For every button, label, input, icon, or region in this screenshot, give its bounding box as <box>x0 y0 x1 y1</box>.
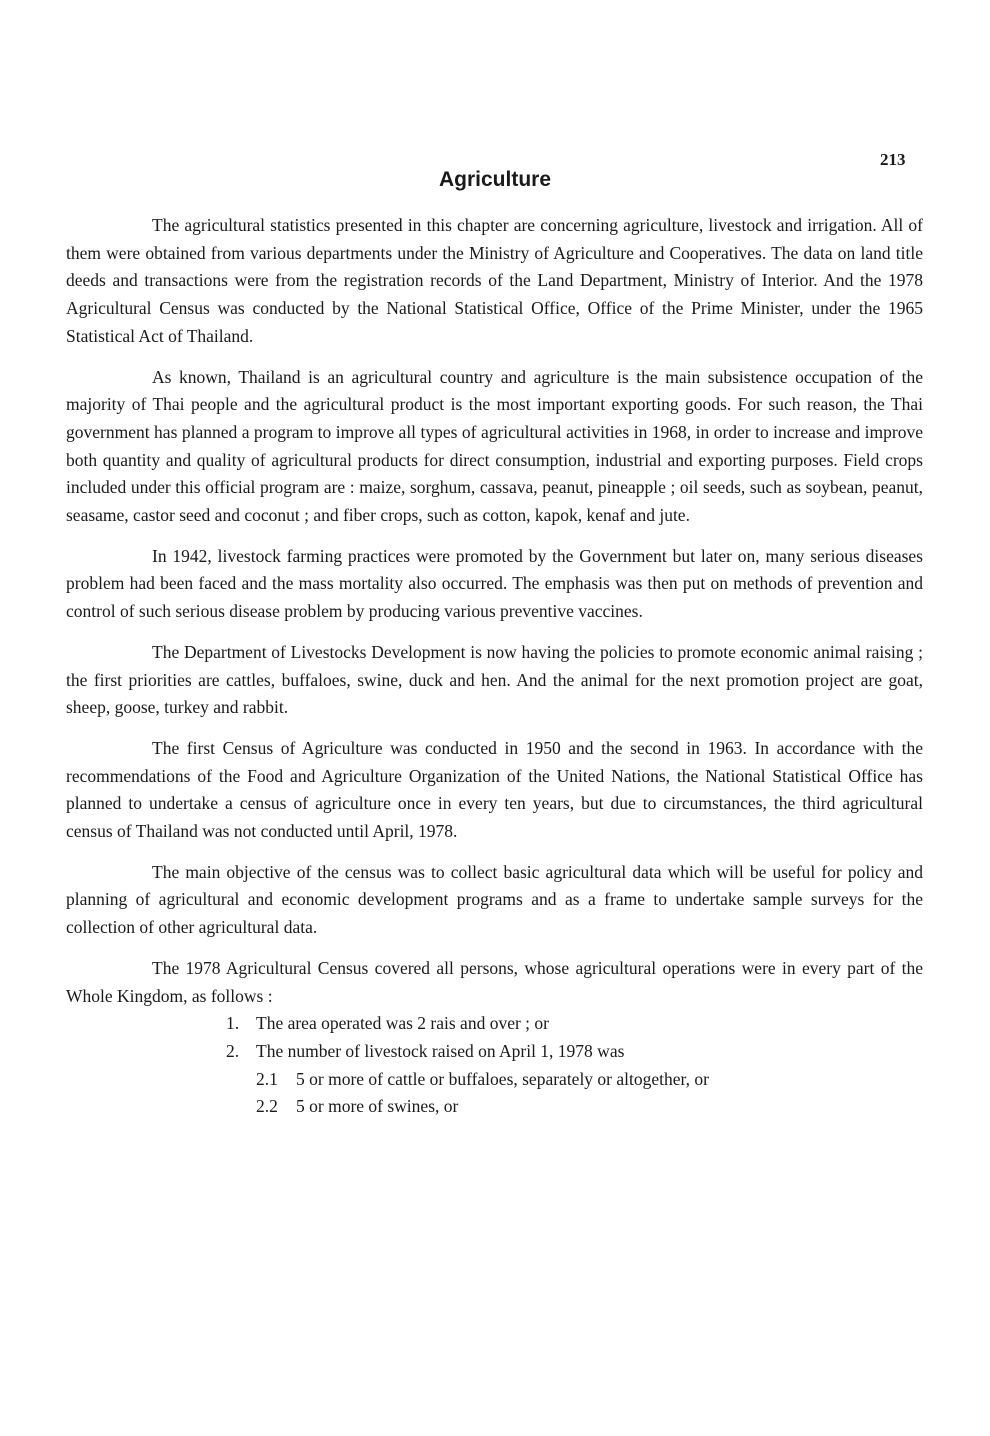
paragraph-livestock-history: In 1942, livestock farming practices were promoted by the Government but later on, many serious diseases problem had been faced and the mass mortality also occurred. The emphasis was then put on methods of prevention and control of such serious disease problem by producing various preventive vaccines. <box>66 545 923 622</box>
list-subitem <box>66 1066 923 1094</box>
paragraph-census-history: The first Census of Agriculture was conducted in 1950 and the second in 1963. In accordance with the recommendations of the Food and Agriculture Organization of the United Nations, the National Statistical Office has planned to undertake a census of agriculture once in every ten years, but due to circumstances, the third agricultural census of Thailand was not conducted until April, 1978. <box>66 737 923 842</box>
list-item-text: The area operated was 2 rais and over ; or <box>256 1013 549 1034</box>
list-subitem-number: 2.2 <box>256 1096 278 1117</box>
page-title: Agriculture <box>438 168 551 191</box>
paragraph-census-objective: The main objective of the census was to collect basic agricultural data which will be useful for policy and planning of agricultural and economic development programs and as a frame to undertake sample surveys for the collection of other agricultural data. <box>66 861 923 938</box>
list-item <box>66 1010 923 1038</box>
list-subitem <box>66 1093 923 1121</box>
list-item-number: 1. <box>226 1013 240 1034</box>
document-body <box>66 212 923 1121</box>
paragraph-census-coverage: The 1978 Agricultural Census covered all persons, whose agricultural operations were in every part of the Whole Kingdom, as follows : <box>66 957 923 1006</box>
list-item-text: The number of livestock raised on April 1, 1978 was <box>256 1040 625 1061</box>
list-item-number: 2. <box>226 1040 240 1061</box>
paragraph-livestock-policy: The Department of Livestocks Development is now having the policies to promote economic animal raising ; the first priorities are cattles, buffaloes, swine, duck and hen. And the animal for the next promotion project are goat, sheep, goose, turkey and rabbit. <box>66 641 923 718</box>
list-subitem-text: 5 or more of swines, or <box>296 1096 459 1117</box>
paragraph-sources: The agricultural statistics presented in this chapter are concerning agriculture, livestock and irrigation. All of them were obtained from various departments under the Ministry of Agriculture and Cooperatives. The data on land title deeds and transactions were from the registration records of the Land Department, Ministry of Interior. And the 1978 Agricultural Census was conducted by the National Statistical Office, Office of the Prime Minister, under the 1965 Statistical Act of Thailand. <box>66 215 923 346</box>
list-subitem-text: 5 or more of cattle or buffaloes, separately or altogether, or <box>296 1068 709 1089</box>
list-item <box>66 1038 923 1066</box>
list-subitem-number: 2.1 <box>256 1068 278 1089</box>
paragraph-agricultural-program: As known, Thailand is an agricultural country and agriculture is the main subsistence occupation of the majority of Thai people and the agricultural product is the most important exporting goods. For such reason, the Thai government has planned a program to improve all types of agricultural activities in 1968, in order to increase and improve both quantity and quality of agricultural products for direct consumption, industrial and exporting purposes. Field crops included under this official program are : maize, sorghum, cassava, peanut, pineapple ; oil seeds, such as soybean, peanut, seasame, castor seed and coconut ; and fiber crops, such as cotton, kapok, kenaf and jute. <box>66 366 923 526</box>
coverage-list <box>66 1010 923 1121</box>
page-number: 213 <box>880 150 906 169</box>
